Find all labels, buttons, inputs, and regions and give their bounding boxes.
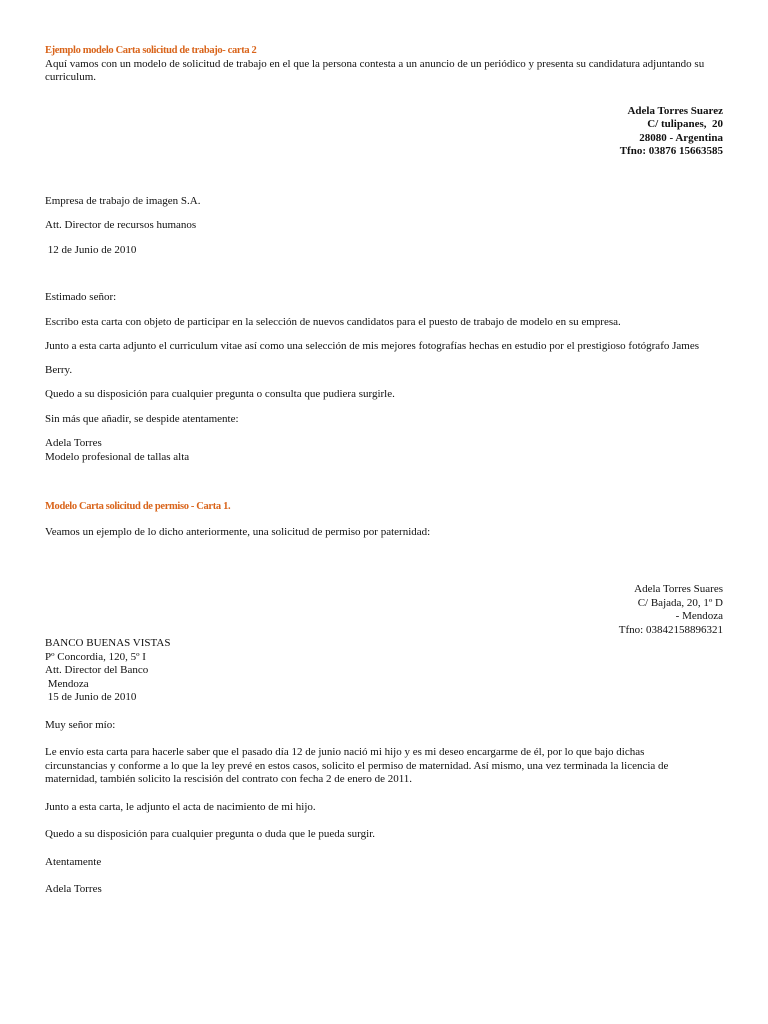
letter2-sender-name: Adela Torres Suares bbox=[634, 583, 723, 595]
letter2-sender-city: - Mendoza bbox=[675, 610, 723, 622]
letter2-body1-line3: maternidad, también solicito la rescisión del contrato con fecha 2 de enero de 2011. bbox=[45, 773, 413, 785]
letter2-greeting: Muy señor mío: bbox=[45, 718, 116, 731]
letter2-heading: Modelo Carta solicitud de permiso - Carta 1. bbox=[45, 501, 231, 512]
letter1-sender-block bbox=[45, 105, 723, 159]
letter2-intro: Veamos un ejemplo de lo dicho anteriormente, una solicitud de permiso por paternidad: bbox=[45, 525, 431, 538]
letter2-body1-line1: Le envío esta carta para hacerle saber que el pasado día 12 de junio nació mi hijo y es mi deseo encargarme de él, por lo que bajo dichas bbox=[45, 746, 645, 758]
letter2-recipient-address: Pº Concordia, 120, 5º I bbox=[45, 650, 146, 663]
letter2-recipient-date: 15 de Junio de 2010 bbox=[45, 691, 137, 703]
letter2-sender-street: C/ Bajada, 20, 1º D bbox=[637, 596, 723, 609]
letter2-recipient-block bbox=[45, 637, 723, 705]
letter1-greeting: Estimado señor: bbox=[45, 291, 117, 303]
letter1-sender-phone: Tfno: 03876 15663585 bbox=[619, 145, 723, 157]
letter1-signature-title: Modelo profesional de tallas alta bbox=[45, 450, 190, 463]
letter1-sender-name: Adela Torres Suarez bbox=[627, 104, 723, 117]
letter1-body3: Quedo a su disposición para cualquier pregunta o consulta que pudiera surgirle. bbox=[45, 388, 395, 400]
letter1-date: 12 de Junio de 2010 bbox=[45, 243, 137, 256]
letter2-body2: Junto a esta carta, le adjunto el acta de nacimiento de mi hijo. bbox=[45, 800, 316, 813]
letter1-intro: Aquí vamos con un modelo de solicitud de trabajo en el que la persona contesta a un anuncio de un periódico y presenta su candidatura adjuntando su curriculum. bbox=[45, 57, 705, 83]
letter1-sender-city: 28080 - Argentina bbox=[639, 131, 723, 144]
letter2-body3: Quedo a su disposición para cualquier pregunta o duda que le pueda surgir. bbox=[45, 828, 376, 840]
letter1-attention: Att. Director de recursos humanos bbox=[45, 219, 197, 231]
letter2-closing: Atentamente bbox=[45, 855, 102, 868]
letter1-body1: Escribo esta carta con objeto de participar en la selección de nuevos candidatos para el puesto de trabajo de modelo en su empresa. bbox=[45, 315, 621, 328]
letter1-recipient-company: Empresa de trabajo de imagen S.A. bbox=[45, 194, 201, 207]
letter1-sender-street: C/ tulipanes, 20 bbox=[647, 118, 723, 130]
letter1-body2-cont: Berry. bbox=[45, 363, 73, 376]
letter1-signature-name: Adela Torres bbox=[45, 437, 102, 449]
letter2-sender-block bbox=[45, 583, 723, 637]
document-page bbox=[45, 44, 723, 897]
letter2-recipient-city: Mendoza bbox=[45, 677, 89, 690]
letter1-closing: Sin más que añadir, se despide atentamente: bbox=[45, 412, 239, 425]
letter2-recipient-attention: Att. Director del Banco bbox=[45, 664, 149, 676]
letter2-recipient-bank: BANCO BUENAS VISTAS bbox=[45, 637, 171, 649]
letter1-body2: Junto a esta carta adjunto el curriculum vitae así como una selección de mis mejores fotografías hechas en estudio por el prestigioso fotógrafo James bbox=[45, 340, 699, 352]
letter2-signature-name: Adela Torres bbox=[45, 883, 102, 895]
letter2-sender-phone: Tfno: 03842158896321 bbox=[618, 623, 723, 636]
letter1-heading: Ejemplo modelo Carta solicitud de trabajo- carta 2 bbox=[45, 45, 257, 56]
letter2-body1-line2: circunstancias y conforme a lo que la ley prevé en estos casos, solicito el permiso de maternidad. Así mismo, una vez terminada la licencia de bbox=[45, 759, 669, 772]
letter2-body1 bbox=[45, 746, 723, 787]
